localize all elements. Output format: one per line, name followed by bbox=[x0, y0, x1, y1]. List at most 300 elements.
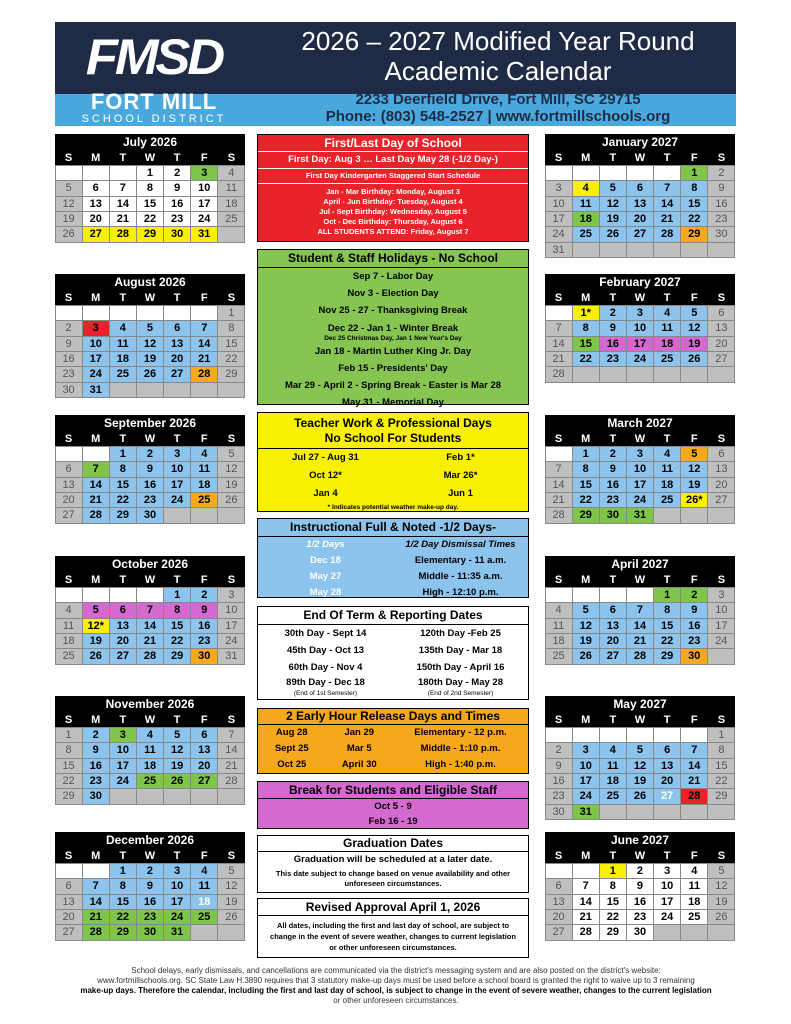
day-cell: 19 bbox=[136, 351, 164, 367]
day-cell bbox=[163, 788, 191, 804]
day-cell: 1 bbox=[653, 587, 681, 603]
day-cell: 19 bbox=[599, 211, 627, 227]
early-date: Aug 28 bbox=[275, 727, 308, 738]
day-cell: 23 bbox=[190, 633, 218, 649]
day-cell: 21 bbox=[136, 633, 164, 649]
day-cell: 30 bbox=[545, 804, 573, 820]
weekday-header: T bbox=[653, 150, 681, 166]
day-cell: 11 bbox=[217, 180, 245, 196]
day-cell: 19 bbox=[82, 633, 110, 649]
day-cell: 21 bbox=[82, 909, 110, 925]
weekday-header: W bbox=[136, 712, 164, 728]
day-cell bbox=[163, 305, 191, 321]
day-cell: 11 bbox=[653, 461, 681, 477]
day-cell: 11 bbox=[55, 618, 83, 634]
day-cell bbox=[572, 165, 600, 181]
day-cell: 2 bbox=[136, 863, 164, 879]
day-cell: 27 bbox=[707, 492, 735, 508]
day-cell: 24 bbox=[626, 351, 654, 367]
day-cell: 10 bbox=[626, 320, 654, 336]
day-cell: 7 bbox=[545, 461, 573, 477]
day-cell bbox=[82, 165, 110, 181]
day-cell: 8 bbox=[217, 320, 245, 336]
day-cell bbox=[109, 165, 137, 181]
kindergarten-line: First Day Kindergarten Staggered Start Schedule bbox=[258, 169, 528, 184]
day-cell: 18 bbox=[136, 758, 164, 774]
day-cell: 3 bbox=[626, 305, 654, 321]
day-cell: 29 bbox=[55, 788, 83, 804]
day-cell bbox=[626, 165, 654, 181]
day-cell: 16 bbox=[163, 196, 191, 212]
day-cell: 12* bbox=[82, 618, 110, 634]
day-cell: 17 bbox=[707, 618, 735, 634]
weekday-header: F bbox=[190, 290, 218, 306]
birthday-line: Oct - Dec Birthday: Thursday, August 6 bbox=[323, 217, 463, 226]
day-cell: 10 bbox=[707, 602, 735, 618]
weekday-header: S bbox=[217, 150, 245, 166]
day-cell bbox=[82, 863, 110, 879]
month-grid bbox=[55, 290, 245, 398]
day-cell: 1 bbox=[109, 863, 137, 879]
day-cell: 12 bbox=[217, 878, 245, 894]
weekday-header: F bbox=[190, 848, 218, 864]
day-cell: 13 bbox=[190, 742, 218, 758]
day-cell: 17 bbox=[163, 477, 191, 493]
month-title: October 2026 bbox=[55, 556, 245, 572]
weekday-header: T bbox=[163, 848, 191, 864]
first-last-line1: First Day: Aug 3 … Last Day May 28 (-1/2 Day-) bbox=[258, 152, 528, 169]
day-cell: 6 bbox=[626, 180, 654, 196]
weekday-header: F bbox=[680, 150, 708, 166]
day-cell: 3 bbox=[626, 446, 654, 462]
weekday-header: M bbox=[572, 712, 600, 728]
weekday-header: S bbox=[707, 712, 735, 728]
day-cell: 11 bbox=[545, 618, 573, 634]
month-grid bbox=[545, 290, 735, 382]
day-cell: 13 bbox=[163, 336, 191, 352]
day-cell: 25 bbox=[109, 366, 137, 382]
day-cell: 20 bbox=[626, 211, 654, 227]
day-cell: 29 bbox=[653, 648, 681, 664]
day-cell: 2 bbox=[680, 587, 708, 603]
month-title: May 2027 bbox=[545, 696, 735, 712]
day-cell: 14 bbox=[82, 894, 110, 910]
day-cell: 5 bbox=[707, 863, 735, 879]
day-cell: 28 bbox=[217, 773, 245, 789]
day-cell bbox=[599, 165, 627, 181]
day-cell: 13 bbox=[707, 461, 735, 477]
month-calendar bbox=[55, 832, 245, 942]
day-cell: 27 bbox=[190, 773, 218, 789]
day-cell: 9 bbox=[190, 602, 218, 618]
birthday-line: April - Jun Birthday: Tuesday, August 4 bbox=[323, 197, 463, 206]
day-cell: 7 bbox=[680, 742, 708, 758]
teacher-title2: No School For Students bbox=[258, 431, 528, 449]
day-cell: 27 bbox=[653, 788, 681, 804]
day-cell: 19 bbox=[707, 894, 735, 910]
weekday-header: W bbox=[136, 848, 164, 864]
day-cell: 22 bbox=[163, 633, 191, 649]
graduation-title: Graduation Dates bbox=[258, 836, 528, 852]
day-cell: 5 bbox=[680, 305, 708, 321]
day-cell: 19 bbox=[680, 336, 708, 352]
day-cell: 26 bbox=[599, 226, 627, 242]
term-row bbox=[258, 642, 528, 659]
day-cell: 17 bbox=[82, 351, 110, 367]
weekday-header: S bbox=[217, 848, 245, 864]
day-cell: 11 bbox=[572, 196, 600, 212]
day-cell: 3 bbox=[217, 587, 245, 603]
holiday-item: Feb 15 - Presidents' Day bbox=[338, 363, 448, 374]
day-cell: 29 bbox=[707, 788, 735, 804]
day-cell bbox=[626, 366, 654, 382]
weekday-header: S bbox=[217, 290, 245, 306]
day-cell: 12 bbox=[626, 758, 654, 774]
day-cell bbox=[572, 366, 600, 382]
half-days-head bbox=[258, 537, 528, 553]
early-date: Jan 29 bbox=[344, 727, 375, 738]
day-cell: 16 bbox=[190, 618, 218, 634]
weekday-header: S bbox=[545, 712, 573, 728]
month-grid bbox=[55, 712, 245, 804]
weekday-header: S bbox=[707, 431, 735, 447]
day-cell: 11 bbox=[136, 742, 164, 758]
day-cell: 16 bbox=[707, 196, 735, 212]
month-title: November 2026 bbox=[55, 696, 245, 712]
day-cell: 18 bbox=[190, 477, 218, 493]
phone-website: Phone: (803) 548-2527 | www.fortmillschools.org bbox=[325, 108, 671, 125]
day-cell: 14 bbox=[190, 336, 218, 352]
holiday-item: May 31 - Memorial Day bbox=[342, 397, 444, 408]
day-cell: 22 bbox=[680, 211, 708, 227]
day-cell: 10 bbox=[626, 461, 654, 477]
day-cell: 22 bbox=[217, 351, 245, 367]
day-cell: 7 bbox=[82, 878, 110, 894]
dismissal-time: Elementary - 11 a.m. bbox=[414, 555, 507, 566]
holiday-note: Dec 25 Christmas Day, Jan 1 New Year's Day bbox=[324, 335, 462, 342]
day-cell: 4 bbox=[680, 863, 708, 879]
early-date: Oct 25 bbox=[277, 759, 307, 770]
day-cell: 4 bbox=[217, 165, 245, 181]
day-cell: 30 bbox=[163, 226, 191, 242]
day-cell: 22 bbox=[55, 773, 83, 789]
day-cell: 28 bbox=[82, 507, 110, 523]
day-cell: 10 bbox=[163, 461, 191, 477]
weekday-header: T bbox=[109, 848, 137, 864]
day-cell: 20 bbox=[163, 351, 191, 367]
day-cell bbox=[55, 446, 83, 462]
day-cell: 20 bbox=[707, 477, 735, 493]
day-cell: 8 bbox=[680, 180, 708, 196]
day-cell: 26 bbox=[707, 909, 735, 925]
day-cell: 12 bbox=[680, 461, 708, 477]
weekday-header: W bbox=[626, 431, 654, 447]
day-cell: 2 bbox=[55, 320, 83, 336]
day-cell bbox=[653, 165, 681, 181]
day-cell: 21 bbox=[217, 758, 245, 774]
day-cell bbox=[707, 804, 735, 820]
day-cell: 13 bbox=[109, 618, 137, 634]
day-cell: 16 bbox=[626, 894, 654, 910]
half-days-box bbox=[257, 518, 529, 598]
day-cell: 14 bbox=[545, 336, 573, 352]
day-cell: 4 bbox=[55, 602, 83, 618]
day-cell: 4 bbox=[136, 727, 164, 743]
month-calendar bbox=[55, 415, 245, 525]
half-day-date: Dec 18 bbox=[310, 555, 341, 566]
day-cell: 21 bbox=[572, 909, 600, 925]
day-cell: 2 bbox=[136, 446, 164, 462]
day-cell: 4 bbox=[572, 180, 600, 196]
district-name: FORT MILL bbox=[90, 89, 218, 114]
day-cell: 10 bbox=[109, 742, 137, 758]
day-cell: 16 bbox=[55, 351, 83, 367]
day-cell: 14 bbox=[109, 196, 137, 212]
day-cell: 4 bbox=[109, 320, 137, 336]
day-cell: 28 bbox=[572, 924, 600, 940]
day-cell bbox=[163, 507, 191, 523]
weekday-header: S bbox=[545, 848, 573, 864]
weekday-header: S bbox=[545, 290, 573, 306]
day-cell: 10 bbox=[572, 758, 600, 774]
day-cell: 19 bbox=[680, 477, 708, 493]
day-cell: 3 bbox=[545, 180, 573, 196]
term-date: 89th Day - Dec 18 bbox=[286, 677, 365, 688]
day-cell: 22 bbox=[109, 909, 137, 925]
day-cell: 10 bbox=[217, 602, 245, 618]
day-cell: 28 bbox=[545, 507, 573, 523]
day-cell: 29 bbox=[572, 507, 600, 523]
graduation-line2: This date subject to change based on venue availability and other unforeseen circumstances. bbox=[275, 869, 511, 888]
day-cell: 6 bbox=[109, 602, 137, 618]
weekday-header: T bbox=[653, 431, 681, 447]
day-cell: 16 bbox=[599, 477, 627, 493]
day-cell: 12 bbox=[163, 742, 191, 758]
term-row bbox=[258, 625, 528, 642]
day-cell: 15 bbox=[109, 894, 137, 910]
day-cell: 5 bbox=[217, 446, 245, 462]
day-cell: 5 bbox=[599, 180, 627, 196]
weekday-header: S bbox=[217, 572, 245, 588]
day-cell bbox=[572, 587, 600, 603]
day-cell: 20 bbox=[190, 758, 218, 774]
day-cell bbox=[190, 788, 218, 804]
day-cell: 14 bbox=[680, 758, 708, 774]
term-date: 135th Day - Mar 18 bbox=[418, 645, 503, 656]
day-cell: 1* bbox=[572, 305, 600, 321]
day-cell: 9 bbox=[599, 320, 627, 336]
day-cell: 14 bbox=[82, 477, 110, 493]
day-cell: 1 bbox=[136, 165, 164, 181]
day-cell: 31 bbox=[545, 242, 573, 258]
day-cell: 22 bbox=[707, 773, 735, 789]
day-cell bbox=[82, 587, 110, 603]
day-cell: 7 bbox=[572, 878, 600, 894]
day-cell bbox=[545, 587, 573, 603]
teacher-date: Jan 4 bbox=[313, 488, 338, 499]
day-cell bbox=[707, 242, 735, 258]
day-cell: 23 bbox=[626, 909, 654, 925]
day-cell: 11 bbox=[599, 758, 627, 774]
day-cell: 9 bbox=[163, 180, 191, 196]
day-cell: 11 bbox=[190, 878, 218, 894]
month-grid bbox=[545, 150, 735, 258]
day-cell: 29 bbox=[599, 924, 627, 940]
day-cell: 10 bbox=[545, 196, 573, 212]
weekday-header: S bbox=[55, 572, 83, 588]
day-cell bbox=[190, 382, 218, 398]
day-cell: 16 bbox=[599, 336, 627, 352]
day-cell: 24 bbox=[217, 633, 245, 649]
semester-note: (End of 2nd Semester) bbox=[427, 690, 494, 697]
day-cell: 9 bbox=[680, 602, 708, 618]
day-cell: 28 bbox=[109, 226, 137, 242]
day-cell: 23 bbox=[82, 773, 110, 789]
day-cell: 21 bbox=[190, 351, 218, 367]
day-cell: 25 bbox=[572, 226, 600, 242]
day-cell: 6 bbox=[545, 878, 573, 894]
day-cell bbox=[626, 587, 654, 603]
day-cell bbox=[190, 924, 218, 940]
day-cell: 7 bbox=[217, 727, 245, 743]
weekday-header: T bbox=[653, 712, 681, 728]
day-cell: 27 bbox=[55, 507, 83, 523]
day-cell: 31 bbox=[82, 382, 110, 398]
month-calendar bbox=[545, 415, 735, 525]
day-cell: 28 bbox=[680, 788, 708, 804]
day-cell: 22 bbox=[136, 211, 164, 227]
day-cell: 17 bbox=[626, 477, 654, 493]
weekday-header: T bbox=[599, 431, 627, 447]
day-cell: 23 bbox=[707, 211, 735, 227]
day-cell: 9 bbox=[626, 878, 654, 894]
half-days-col-head: 1/2 Days bbox=[306, 539, 345, 550]
weekday-header: W bbox=[626, 712, 654, 728]
day-cell: 17 bbox=[653, 894, 681, 910]
day-cell: 5 bbox=[626, 742, 654, 758]
term-date: 180th Day - May 28 bbox=[417, 677, 503, 688]
day-cell: 11 bbox=[190, 461, 218, 477]
day-cell bbox=[109, 587, 137, 603]
day-cell: 16 bbox=[136, 894, 164, 910]
holiday-item: Nov 25 - 27 - Thanksgiving Break bbox=[318, 305, 468, 316]
weekday-header: W bbox=[136, 572, 164, 588]
day-cell bbox=[136, 587, 164, 603]
day-cell: 21 bbox=[626, 633, 654, 649]
weekday-header: W bbox=[136, 290, 164, 306]
day-cell: 23 bbox=[55, 366, 83, 382]
teacher-date: Jul 27 - Aug 31 bbox=[292, 452, 359, 463]
weekday-header: W bbox=[626, 290, 654, 306]
day-cell: 7 bbox=[545, 320, 573, 336]
day-cell: 30 bbox=[599, 507, 627, 523]
day-cell: 26 bbox=[55, 226, 83, 242]
term-row bbox=[258, 659, 528, 676]
month-title: December 2026 bbox=[55, 832, 245, 848]
day-cell: 23 bbox=[545, 788, 573, 804]
day-cell: 1 bbox=[680, 165, 708, 181]
day-cell: 31 bbox=[163, 924, 191, 940]
day-cell bbox=[545, 727, 573, 743]
day-cell bbox=[707, 924, 735, 940]
day-cell: 11 bbox=[109, 336, 137, 352]
day-cell: 2 bbox=[626, 863, 654, 879]
day-cell: 2 bbox=[163, 165, 191, 181]
weekday-header: T bbox=[109, 150, 137, 166]
day-cell: 13 bbox=[55, 477, 83, 493]
day-cell: 1 bbox=[572, 446, 600, 462]
day-cell: 19 bbox=[217, 477, 245, 493]
day-cell: 24 bbox=[82, 366, 110, 382]
day-cell: 2 bbox=[599, 446, 627, 462]
weekday-header: M bbox=[572, 290, 600, 306]
day-cell: 26 bbox=[163, 773, 191, 789]
day-cell bbox=[109, 788, 137, 804]
day-cell bbox=[626, 242, 654, 258]
day-cell: 24 bbox=[572, 788, 600, 804]
break-box bbox=[257, 781, 529, 829]
day-cell: 27 bbox=[163, 366, 191, 382]
day-cell: 17 bbox=[572, 773, 600, 789]
teacher-row bbox=[258, 467, 528, 485]
day-cell: 21 bbox=[680, 773, 708, 789]
weekday-header: F bbox=[680, 848, 708, 864]
weekday-header: S bbox=[217, 431, 245, 447]
day-cell: 21 bbox=[82, 492, 110, 508]
month-title: February 2027 bbox=[545, 274, 735, 290]
day-cell: 6 bbox=[163, 320, 191, 336]
month-grid bbox=[545, 431, 735, 523]
day-cell bbox=[190, 507, 218, 523]
day-cell bbox=[653, 727, 681, 743]
day-cell: 17 bbox=[190, 196, 218, 212]
day-cell bbox=[707, 366, 735, 382]
teacher-note: * Indicates potential weather make-up day. bbox=[327, 504, 459, 511]
weekday-header: T bbox=[599, 848, 627, 864]
day-cell: 21 bbox=[545, 351, 573, 367]
day-cell: 26 bbox=[217, 909, 245, 925]
day-cell: 16 bbox=[136, 477, 164, 493]
term-date: 30th Day - Sept 14 bbox=[284, 628, 367, 639]
day-cell: 14 bbox=[572, 894, 600, 910]
term-date: 45th Day - Oct 13 bbox=[286, 645, 365, 656]
holiday-item: Sep 7 - Labor Day bbox=[352, 271, 434, 282]
day-cell: 6 bbox=[55, 878, 83, 894]
day-cell: 2 bbox=[82, 727, 110, 743]
weekday-header: M bbox=[572, 150, 600, 166]
holiday-item: Jan 18 - Martin Luther King Jr. Day bbox=[314, 346, 472, 357]
weekday-header: W bbox=[626, 572, 654, 588]
day-cell: 31 bbox=[190, 226, 218, 242]
day-cell bbox=[163, 382, 191, 398]
day-cell: 1 bbox=[707, 727, 735, 743]
weekday-header: W bbox=[136, 150, 164, 166]
day-cell: 12 bbox=[217, 461, 245, 477]
day-cell: 30 bbox=[190, 648, 218, 664]
day-cell: 29 bbox=[109, 507, 137, 523]
fmsd-logo: FMSD bbox=[85, 29, 223, 85]
day-cell: 8 bbox=[572, 461, 600, 477]
weekday-header: T bbox=[599, 150, 627, 166]
term-date: 60th Day - Nov 4 bbox=[288, 662, 363, 673]
day-cell: 6 bbox=[599, 602, 627, 618]
birthday-line: Jul - Sept Birthday: Wednesday, August 5 bbox=[319, 207, 467, 216]
day-cell: 30 bbox=[707, 226, 735, 242]
day-cell: 23 bbox=[136, 492, 164, 508]
day-cell: 22 bbox=[572, 351, 600, 367]
day-cell: 17 bbox=[217, 618, 245, 634]
early-release-box bbox=[257, 708, 529, 774]
